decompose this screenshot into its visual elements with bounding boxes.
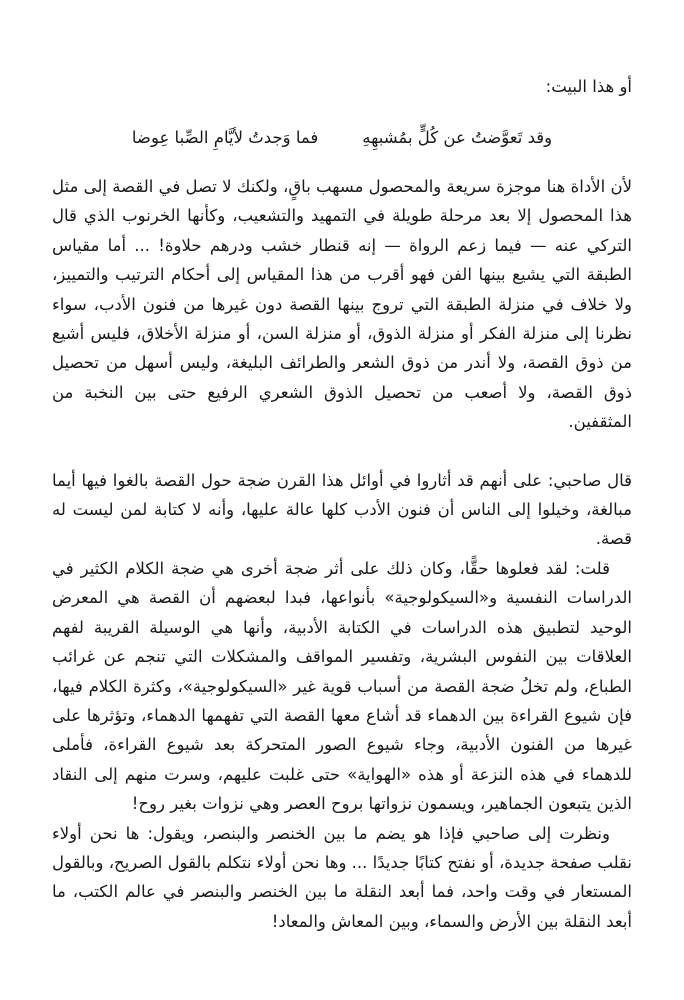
poetry-verse bbox=[52, 123, 632, 152]
verse-first-hemistich: وقد تَعوَّضتُ عن كُلٍّ بمُشبهِهِ bbox=[362, 128, 553, 147]
paragraph-4: ونظرت إلى صاحبي فإذا هو يضم ما بين الخنصر والبنصر، ويقول: ها نحن أولاء نقلب صفحة جديدة، أو نفتح كتابًا جديدًا ... وها نحن أولاء نتكلم بالقول الصريح، وبالقول المستعار في وقت واحد، فما أبعد النقلة ما بين الخنصر والبنصر في عالم الكتب، ما أبعد النقلة بين الأرض والسماء، وبين المعاش والمعاد! bbox=[52, 823, 632, 931]
intro-line: أو هذا البيت: bbox=[545, 77, 632, 96]
paragraph-2: قال صاحبي: على أنهم قد أثاروا في أوائل هذا القرن ضجة حول القصة بالغوا فيها أيما مبالغة، وخيلوا إلى الناس أن فنون الأدب كلها عالة عليها، وأنه لا كتابة لمن ليست له قصة. bbox=[52, 470, 632, 549]
paragraph-3: قلت: لقد فعلوها حقًّا، وكان ذلك على أثر ضجة أخرى هي ضجة الكلام الكثير في الدراسات النفسية و«السيكولوجية» بأنواعها، فبدا لبعضهم أن القصة هي المعرض الوحيد لتطبيق هذه الدراسات في الكتابة الأدبية، وأنها هي الوسيلة القريبة لفهم العلاقات بين النفوس البشرية، وتفسير المواقف والمشكلات التي تنجم عن غرائب الطباع، ولم تخلُ ضجة القصة من أسباب قوية غير «السيكولوجية»، وكثرة الكلام فيها، فإن شيوع القراءة بين الدهماء قد أشاع معها القصة التي تفهمها الدهماء، وتؤثرها على غيرها من الفنون الأدبية، وجاء شيوع الصور المتحركة بعد شيوع القراءة، فأملى للدهماء في هذه النزعة أو هذه «الهواية» حتى غلبت عليهم، وسرت منهم إلى النقاد الذين يتبعون الجماهير، ويسمون نزواتها بروح العصر وهي نزوات بغير روح! bbox=[52, 558, 632, 814]
paragraph-1: لأن الأداة هنا موجزة سريعة والمحصول مسهب باقٍ، ولكنك لا تصل في القصة إلى مثل هذا المحصول إلا بعد مرحلة طويلة في التمهيد والتشعيب، وكأنها الخرنوب الذي قال التركي عنه — فيما زعم الرواة — إنه قنطار خشب ودرهم حلاوة! ... أما مقياس الطبقة التي يشيع بينها الفن فهو أقرب من هذا المقياس إلى أحكام الترتيب والتمييز، ولا خلاف في منزلة الطبقة التي تروج بينها القصة دون غيرها من فنون الأدب، سواء نظرنا إلى منزلة الفكر أو منزلة الذوق، أو منزلة السن، أو منزلة الأخلاق، فليس أشيع من ذوق القصة، ولا أندر من ذوق الشعر والطرائف البليغة، وليس أسهل من تحصيل ذوق القصة، ولا أصعب من تحصيل الذوق الشعري الرفيع حتى بين النخبة من المثقفين. bbox=[52, 177, 632, 432]
verse-second-hemistich: فما وَجدتُ لأيَّامِ الصِّبا عِوضا bbox=[131, 128, 319, 147]
